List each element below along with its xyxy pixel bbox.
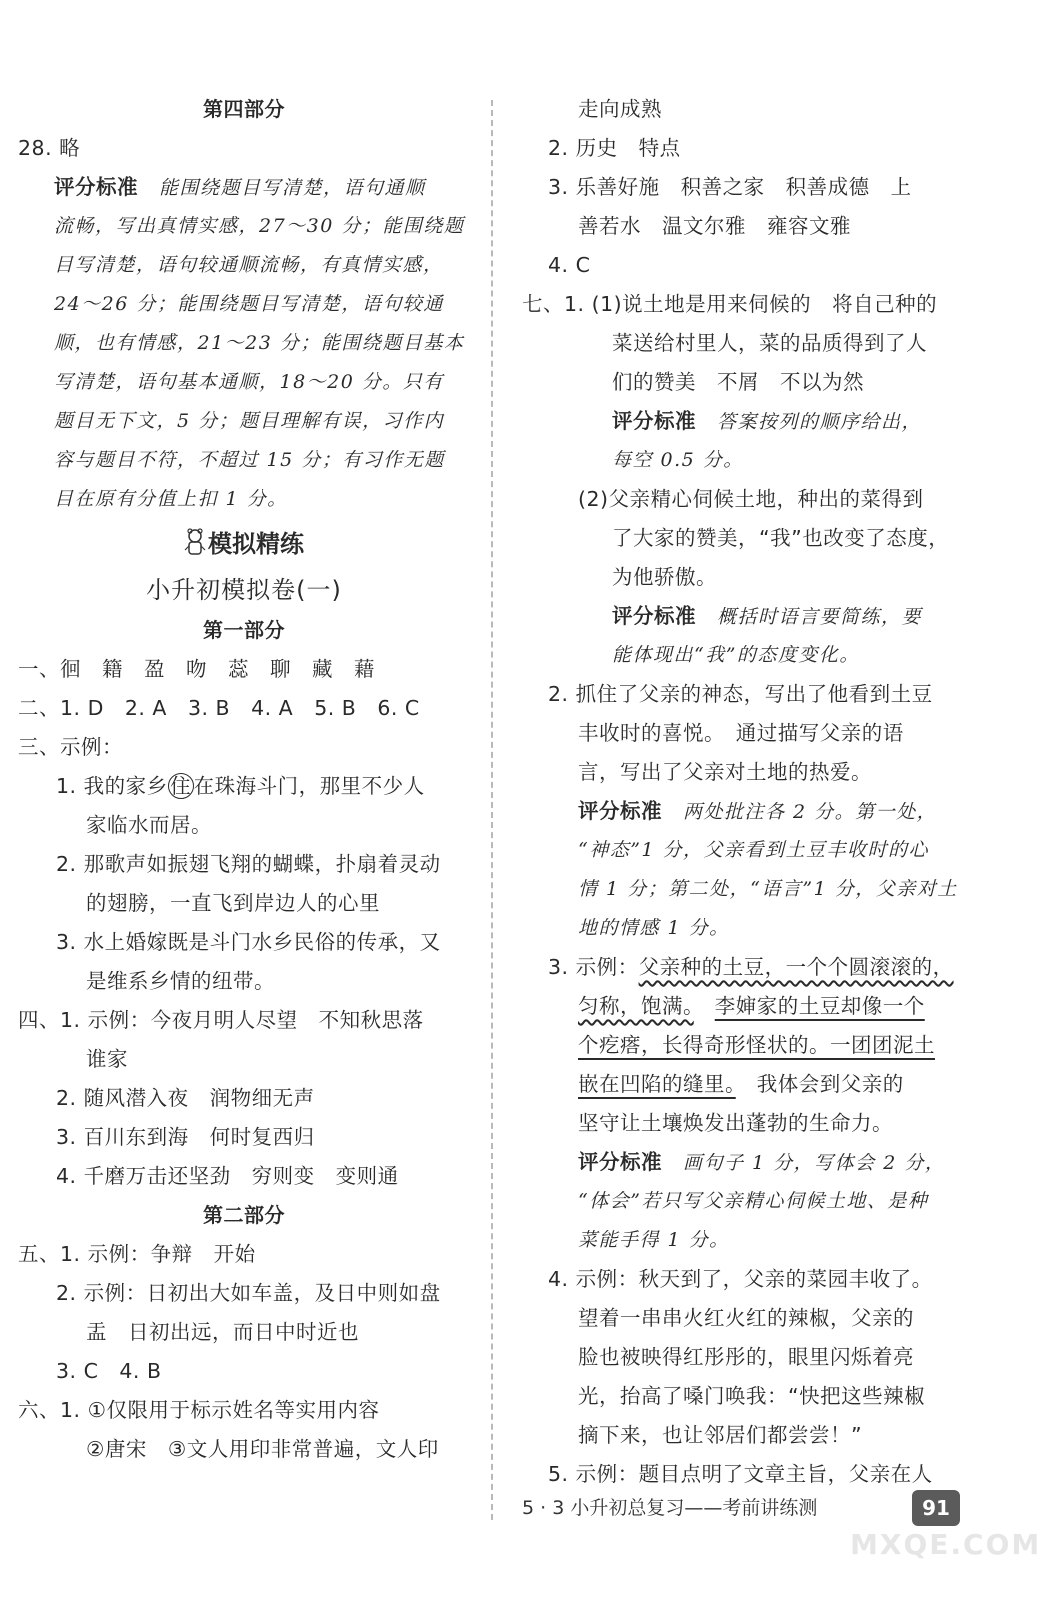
answer-4-3: 3. 百川东到海 何时复西归 — [56, 1125, 315, 1149]
part1-title: 第一部分 — [203, 618, 285, 642]
answer-line: (2)父亲精心伺候土地，种出的菜得到 — [578, 487, 924, 511]
answer-text: 在珠海斗门，那里不少人 — [193, 774, 425, 798]
part4-title: 第四部分 — [203, 97, 285, 121]
grading-line: 流畅，写出真情实感，27～30 分；能围绕题 — [54, 215, 465, 237]
answer-6-1-cont: ②唐宋 ③文人用印非常普遍，文人印 — [86, 1437, 439, 1461]
grading-line: 地的情感 1 分。 — [578, 917, 730, 939]
column-divider — [491, 100, 493, 1520]
answer-6-1: 六、1. ①仅限用于标示姓名等实用内容 — [18, 1398, 380, 1422]
grading-line: “体会”若只写父亲精心伺候土地、是种 — [578, 1190, 929, 1212]
answer-4-1-cont: 谁家 — [86, 1047, 128, 1071]
answer-5-1: 五、1. 示例：争辩 开始 — [18, 1242, 256, 1266]
answer-28: 28. 略 — [18, 136, 81, 160]
answer-line — [522, 1065, 982, 1104]
answer-3-1-cont: 家临水而居。 — [86, 813, 212, 837]
answer-2: 二、1. D 2. A 3. B 4. A 5. B 6. C — [18, 696, 420, 720]
grading-text: 能围绕题目写清楚，语句通顺 — [159, 177, 426, 199]
part2-title: 第二部分 — [203, 1203, 285, 1227]
grading-line: 容与题目不符，不超过 15 分；有习作无题 — [54, 449, 445, 471]
section-title — [18, 519, 470, 569]
grading-line: 目写清楚，语句较通顺流畅，有真情实感， — [54, 254, 444, 276]
grading-line: 目在原有分值上扣 1 分。 — [54, 488, 288, 510]
grading-text: 答案按列的顺序给出， — [717, 411, 923, 433]
grading-line: 情 1 分；第二处，“语言”1 分，父亲对土 — [578, 878, 958, 900]
grading-label: 评分标准 — [612, 604, 696, 628]
right-column — [522, 90, 982, 1494]
grading-line — [522, 792, 982, 831]
answer-3-3: 3. 水上婚嫁既是斗门水乡民俗的传承，又 — [56, 930, 441, 954]
grading-label: 评分标准 — [54, 175, 138, 199]
answer-line — [522, 1026, 982, 1065]
answer-line: 4. C — [548, 253, 591, 277]
answer-3-2-cont: 的翅膀，一直飞到岸边人的心里 — [86, 891, 380, 915]
grading-label: 评分标准 — [578, 799, 662, 823]
answer-line: 望着一串串火红火红的辣椒，父亲的 — [578, 1306, 914, 1330]
grading-label: 评分标准 — [578, 1150, 662, 1174]
watermark: MXQE.COM — [850, 1528, 1041, 1561]
grading-text: 画句子 1 分，写体会 2 分， — [683, 1152, 946, 1174]
grading-line: 能体现出“我”的态度变化。 — [612, 644, 860, 666]
grading-line: 顺，也有情感，21～23 分；能围绕题目基本 — [54, 332, 465, 354]
grading-line: 每空 0.5 分。 — [612, 449, 744, 471]
answer-line: 3. 乐善好施 积善之家 积善成德 上 — [548, 175, 912, 199]
answer-text — [694, 994, 715, 1018]
answer-line: 5. 示例：题目点明了文章主旨，父亲在人 — [548, 1462, 933, 1486]
answer-line: 摘下来，也让邻居们都尝尝！” — [578, 1423, 863, 1447]
answer-line: 2. 历史 特点 — [548, 136, 681, 160]
grading-line — [18, 168, 470, 207]
answer-line: 七、1. (1)说土地是用来伺候的 将自己种的 — [522, 292, 938, 316]
answer-5-2-cont: 盂 日初出远，而日中时近也 — [86, 1320, 359, 1344]
answer-3-2: 2. 那歌声如振翅飞翔的蝴蝶，扑扇着灵动 — [56, 852, 441, 876]
grading-line — [522, 402, 982, 441]
answer-4-4: 4. 千磨万击还坚劲 穷则变 变则通 — [56, 1164, 399, 1188]
section-title-text: 模拟精练 — [208, 530, 304, 558]
answer-line: 2. 抓住了父亲的神态，写出了他看到土豆 — [548, 682, 933, 706]
underlined-text: 个疙瘩，长得奇形怪状的。一团团泥土 — [578, 1033, 935, 1057]
exam-title: 小升初模拟卷(一) — [146, 576, 342, 604]
mascot-icon — [184, 525, 206, 555]
answer-line: 善若水 温文尔雅 雍容文雅 — [578, 214, 851, 238]
wavy-underlined-text: 父亲种的土豆，一个个圆滚滚的， — [638, 955, 954, 979]
wavy-underlined-text: 匀称，饱满。 — [578, 994, 694, 1018]
grading-line: “神态”1 分，父亲看到土豆丰收时的心 — [578, 839, 930, 861]
underlined-text: 嵌在凹陷的缝里。 — [578, 1072, 736, 1096]
circled-character: 住 — [168, 773, 194, 799]
answer-line: 坚守让土壤焕发出蓬勃的生命力。 — [578, 1111, 893, 1135]
left-column — [18, 90, 470, 1469]
answer-line: 丰收时的喜悦。 通过描写父亲的语 — [578, 721, 904, 745]
answer-4-1: 四、1. 示例：今夜月明人尽望 不知秋思落 — [18, 1008, 424, 1032]
page-number: 91 — [912, 1490, 960, 1526]
grading-line: 24～26 分；能围绕题目写清楚，语句较通 — [54, 293, 444, 315]
answer-line: 4. 示例：秋天到了，父亲的菜园丰收了。 — [548, 1267, 933, 1291]
answer-5-34: 3. C 4. B — [56, 1359, 162, 1383]
page-footer: 5 · 3 小升初总复习——考前讲练测 — [522, 1497, 818, 1519]
answer-line: 了大家的赞美，“我”也改变了态度， — [612, 526, 950, 550]
answer-line: 脸也被映得红彤彤的，眼里闪烁着亮 — [578, 1345, 914, 1369]
grading-line — [522, 1143, 982, 1182]
answer-line: 光，抬高了嗓门唤我：“快把这些辣椒 — [578, 1384, 926, 1408]
answer-line: 菜送给村里人，菜的品质得到了人 — [612, 331, 927, 355]
answer-3-1 — [18, 767, 470, 806]
answer-5-2: 2. 示例：日初出大如车盖，及日中则如盘 — [56, 1281, 441, 1305]
answer-text: 我体会到父亲的 — [735, 1072, 904, 1096]
answer-line: 走向成熟 — [578, 97, 662, 121]
grading-line: 题目无下文，5 分；题目理解有误，习作内 — [54, 410, 445, 432]
answer-text: 1. 我的家乡 — [56, 774, 168, 798]
answer-line: 言，写出了父亲对土地的热爱。 — [578, 760, 872, 784]
grading-line: 菜能手得 1 分。 — [578, 1229, 730, 1251]
grading-text: 概括时语言要简练，要 — [717, 606, 923, 628]
answer-line — [522, 948, 982, 987]
answer-3-3-cont: 是维系乡情的纽带。 — [86, 969, 275, 993]
answer-line: 们的赞美 不屑 不以为然 — [612, 370, 864, 394]
underlined-text: 李婶家的土豆却像一个 — [714, 994, 925, 1018]
answer-3-head: 三、示例： — [18, 735, 123, 759]
answer-line — [522, 987, 982, 1026]
grading-line: 写清楚，语句基本通顺，18～20 分。只有 — [54, 371, 444, 393]
answer-text: 3. 示例： — [548, 955, 639, 979]
answer-4-2: 2. 随风潜入夜 润物细无声 — [56, 1086, 315, 1110]
grading-text: 两处批注各 2 分。第一处， — [683, 801, 938, 823]
grading-label: 评分标准 — [612, 409, 696, 433]
answer-1: 一、徊 籍 盈 吻 蕊 聊 藏 藉 — [18, 657, 375, 681]
grading-line — [522, 597, 982, 636]
answer-line: 为他骄傲。 — [612, 565, 717, 589]
